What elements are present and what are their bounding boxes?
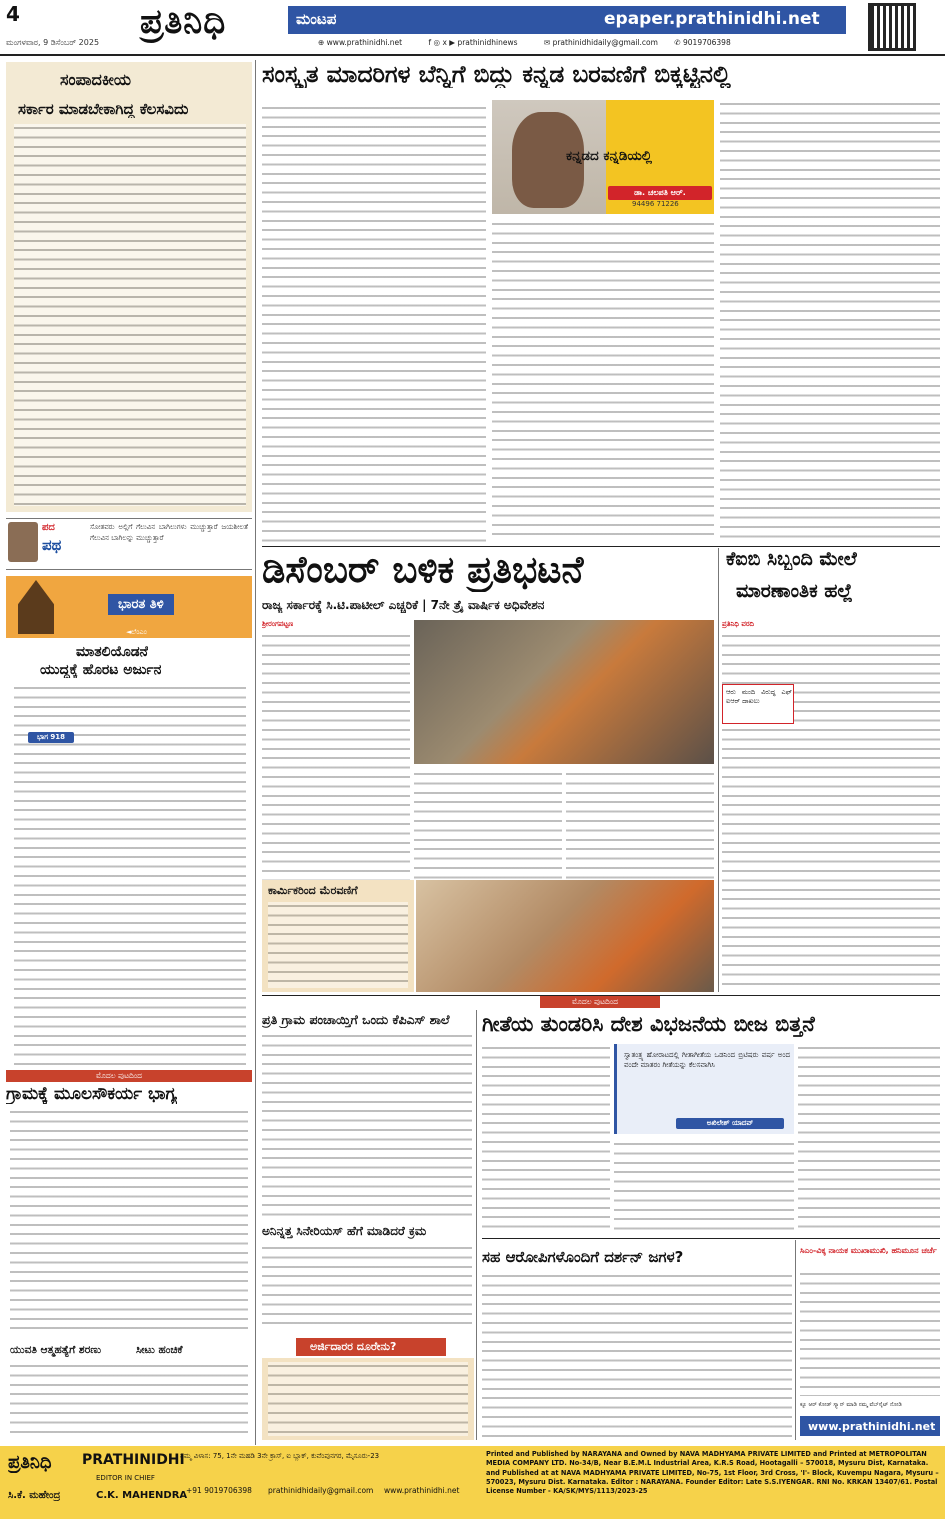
mail-icon: ✉ xyxy=(543,38,553,47)
footer-logo-en: PRATHINIDHI xyxy=(82,1452,185,1468)
masthead-date: ಮಂಗಳವಾರ, 9 ಡಿಸೆಂಬರ್ 2025 xyxy=(6,38,100,47)
editorial-body xyxy=(14,124,246,506)
footer-editor-en: C.K. MAHENDRA xyxy=(96,1490,188,1501)
grama-kicker: ಮೊದಲ ಪುಟದಿಂದ xyxy=(96,1071,143,1080)
gita-quote-author: ಅಖಿಲೇಶ್ ಯಾದವ್ xyxy=(676,1118,784,1129)
gita-body-col2 xyxy=(614,1140,794,1234)
protest-rally-photo xyxy=(414,620,714,764)
village-headline: ಪ್ರತಿ ಗ್ರಾಮ ಪಂಚಾಯ್ತಿಗೆ ಒಂದು ಕೆಪಿಎಸ್ ಶಾಲೆ xyxy=(262,1012,450,1027)
column-title: ಕನ್ನಡದ ಕನ್ನಡಿಯಲ್ಲಿ xyxy=(566,148,652,164)
darshan-headline: ಸಹ ಆರೋಪಿಗಳೊಂದಿಗೆ ದರ್ಶನ್ ಜಗಳ? xyxy=(482,1248,684,1266)
lead-body-col2 xyxy=(492,220,714,542)
footer-logo: ಪ್ರತಿನಿಧಿ xyxy=(8,1452,52,1473)
grama-sub-body xyxy=(10,1362,248,1440)
darshan-body xyxy=(482,1272,792,1440)
protest-stage-photo xyxy=(416,880,714,992)
bharatha-sub: ◄ಲೆಂಎಂ xyxy=(126,628,147,636)
grama-sub2: ಸೀಟು ಹಂಚಿಕೆ xyxy=(136,1344,183,1356)
lead-body-col1 xyxy=(262,104,486,542)
gita-headline: ಗೀತೆಯ ತುಂಡರಿಸಿ ದೇಶ ವಿಭಜನೆಯ ಬೀಜ ಬಿತ್ತನೆ xyxy=(482,1012,815,1036)
village-subhead: ಅನಿನ್ನತ್ತ ಸಿನೇರಿಯಸ್ ಹೆಗೆ ಮಾಡಿದರೆ ಕ್ರಮ xyxy=(262,1224,427,1238)
protest-body-col2 xyxy=(414,770,562,880)
editorial-tag: ಸಂಪಾದಕೀಯ xyxy=(60,70,132,89)
protest-dateline: ಶ್ರೀರಂಗಪಟ್ಟಣ xyxy=(262,620,294,628)
email-link[interactable]: prathinidhidaily@gmail.com xyxy=(552,38,658,47)
lead-divider xyxy=(262,546,940,547)
masthead xyxy=(0,0,945,56)
kaib-headline2: ಮಾರಣಾಂತಿಕ ಹಲ್ಲೆ xyxy=(736,580,853,602)
lead-body-col3 xyxy=(720,100,940,542)
protest-sub: ರಾಜ್ಯ ಸರ್ಕಾರಕ್ಕೆ ಸಿ.ಟಿ.ಪಾಟೀಲ್ ಎಚ್ಚರಿಕೆ | 7ನೇ ತ್ರೈ ವಾರ್ಷಿಕ ಅಧಿವೇಶನ xyxy=(262,598,545,612)
lead-headline: ಸಂಸ್ಕೃತ ಮಾದರಿಗಳ ಬೆನ್ನಿಗೆ ಬಿದ್ದು ಕನ್ನಡ ಬರವಣಿಗೆ ಬಿಕ್ಕಟ್ಟಿನಲ್ಲಿ xyxy=(262,60,731,88)
gita-body-col1 xyxy=(482,1044,610,1234)
footer-editor-kn: ಸಿ.ಕೆ. ಮಹೇಂದ್ರ xyxy=(8,1490,61,1501)
editorial-title: ಸರ್ಕಾರ ಮಾಡಬೇಕಾಗಿದ್ದ ಕೆಲಸವಿದು xyxy=(18,100,189,118)
footer-phone: +91 9019706398 xyxy=(186,1486,252,1495)
pada-text: ಸೋತವರು ಅಲ್ಲಿಗೆ ಗೆಲುವಿನ ಬಾಗಿಲುಗಳು ಮುಚ್ಚುತ್ತಾರೆ ಜಯಶೀಲತೆ ಗೆಲುವಿನ ಬಾಗಿಲನ್ನು ಮುಚ್ಚುತ್ತಾರೆ xyxy=(90,523,248,542)
footer-editor-label: EDITOR IN CHIEF xyxy=(96,1474,155,1482)
darshan-divider xyxy=(482,1238,940,1239)
masthead-info-row xyxy=(318,38,858,47)
part-badge: ಭಾಗ 918 xyxy=(28,732,74,743)
cm-body xyxy=(800,1270,940,1396)
globe-icon: ⊕ xyxy=(318,38,327,47)
cm-site-link[interactable]: www.prathinidhi.net xyxy=(808,1420,936,1433)
pada-brand: ಪಥ xyxy=(42,536,62,554)
masthead-logo: ಪ್ರತಿನಿಧಿ xyxy=(140,2,227,42)
avatar xyxy=(8,522,38,562)
village-kicker: ಮೊದಲ ಪುಟದಿಂದ xyxy=(572,997,619,1006)
left-divider xyxy=(255,60,256,1445)
apply-box-title: ಅರ್ಜಿದಾರರ ದೂರೇನು? xyxy=(310,1340,397,1353)
footer-imprint: Printed and Published by NARAYANA and Owned by NAVA MADHYAMA PRIVATE LIMITED and Printed at METROPOLITAN MEDIA COMPANY LTD. No-34/B, Near B.E.M.L Industrial Area, K.R.S Road, Hootagalli – 570018, Mysuru Dist, Karnataka. and Published at at NAVA MADHYAMA PRIVATE LIMITED, No-75, 1st Floor, 3rd Cross, 'I'- Block, Kuvempu Nagara, Mysuru – 570023, Mysuru Dist. Karnataka. Editor : NARAYANA. Founder Editor: Late S.S.IYENGAR. RNI No. KRKAN 13407/61. Postal License Number - KA/SK/MYS/1113/2023-25 xyxy=(486,1450,939,1496)
section-label: ಮಂಟಪ xyxy=(296,10,337,28)
author-phone: 94496 71226 xyxy=(632,200,679,208)
page-number: 4 xyxy=(6,2,20,26)
right-divider xyxy=(718,548,719,992)
cm-divider xyxy=(795,1240,796,1440)
bharatha-tag: ಭಾರತ ತಿಳಿ xyxy=(108,594,174,615)
grama-headline: ಗ್ರಾಮಕ್ಕೆ ಮೂಲಸೌಕರ್ಯ ಭಾಗ್ಯ xyxy=(6,1084,178,1104)
masthead-divider xyxy=(0,54,945,56)
kaib-headline1: ಕೆಐಬಿ ಸಿಬ್ಬಂದಿ ಮೇಲೆ xyxy=(726,548,857,570)
village-body2 xyxy=(262,1244,472,1330)
kaib-note-text: ಆರು ಮಂದಿ ವಿರುದ್ಧ ಎಫ್ ಐಆರ್ ದಾಖಲು xyxy=(726,688,792,705)
protest-box-body xyxy=(268,902,408,988)
footer-web[interactable]: www.prathinidhi.net xyxy=(384,1486,460,1495)
website-link[interactable]: www.prathinidhi.net xyxy=(326,38,403,47)
qr-code-icon[interactable] xyxy=(868,3,916,51)
social-handle[interactable]: prathinidhinews xyxy=(457,38,518,47)
phone-icon: ✆ xyxy=(674,38,683,47)
protest-body-col3 xyxy=(566,770,714,880)
gita-body-col3 xyxy=(798,1044,940,1234)
protest-box-title: ಕಾರ್ಮಿಕರಿಂದ ಮೆರವಣಿಗೆ xyxy=(268,884,358,897)
village-body xyxy=(262,1032,472,1218)
gita-divider xyxy=(476,1010,477,1440)
cm-headline: ಸಿಎಂ-ವಿಕ್ಕ ನಾಯಕ ಮುಖಾಮುಖಿ, ಹನಿಮೂನ ಚರ್ಚೆ xyxy=(800,1246,937,1255)
qr-caption: ಕ್ಯೂ ಆರ್ ಕೋಡ್ ಸ್ಕ್ಯಾನ್ ಮಾಡಿ ನಮ್ಮ ವೆಬ್‌ಸೈಟ್ ನೋಡಿ xyxy=(800,1402,902,1408)
apply-box-body xyxy=(268,1362,468,1436)
social-icons: f ◎ x ▶ xyxy=(428,38,458,47)
bharatha-title1: ಮಾತಲಿಯೊಡನೆ xyxy=(76,644,149,660)
grama-body xyxy=(10,1108,248,1336)
pada-label: ಪದ xyxy=(42,522,55,533)
masthead-phone: 9019706398 xyxy=(683,38,731,47)
footer-address: ನಮ್ಮ ವಿಳಾಸ: 75, 1ನೇ ಮಹಡಿ 3ನೇ ಕ್ರಾಸ್, ಐ ಬ್ಲಾಕ್, ಕುವೆಂಪುನಗರ, ಮೈಸೂರು-23 xyxy=(180,1452,380,1460)
footer-email[interactable]: prathinidhidaily@gmail.com xyxy=(268,1486,374,1495)
protest-headline: ಡಿಸೆಂಬರ್ ಬಳಿಕ ಪ್ರತಿಭಟನೆ xyxy=(262,548,584,591)
protest-body-col1 xyxy=(262,632,410,880)
author-badge: ಡಾ. ಚಲಪತಿ ಆರ್. xyxy=(608,186,712,200)
kaib-dateline: ಪ್ರತಿನಿಧಿ ವರದಿ xyxy=(722,620,755,628)
epaper-link[interactable]: epaper.prathinidhi.net xyxy=(604,9,820,29)
gita-quote: ಸ್ವಾತಂತ್ರ್ಯ ಹೋರಾಟದಲ್ಲಿ ಗೀತಾಗೀತೆಯ ಒಡನಿಂದ ಬ್ರಿಟಿಷರು ವರ್ಷ ಅಂದ ವಂದೇ ಮಾತರಂ ಗೀತೆಯನ್ನು ಕೆಲಸವಾಗಿಸಿ xyxy=(624,1051,790,1069)
grama-sub1: ಯುವತಿ ಆತ್ಮಹತ್ಯೆಗೆ ಶರಣು xyxy=(10,1344,102,1356)
bharatha-title2: ಯುದ್ಧಕ್ಕೆ ಹೊರಟ ಅರ್ಜುನ xyxy=(40,662,162,678)
